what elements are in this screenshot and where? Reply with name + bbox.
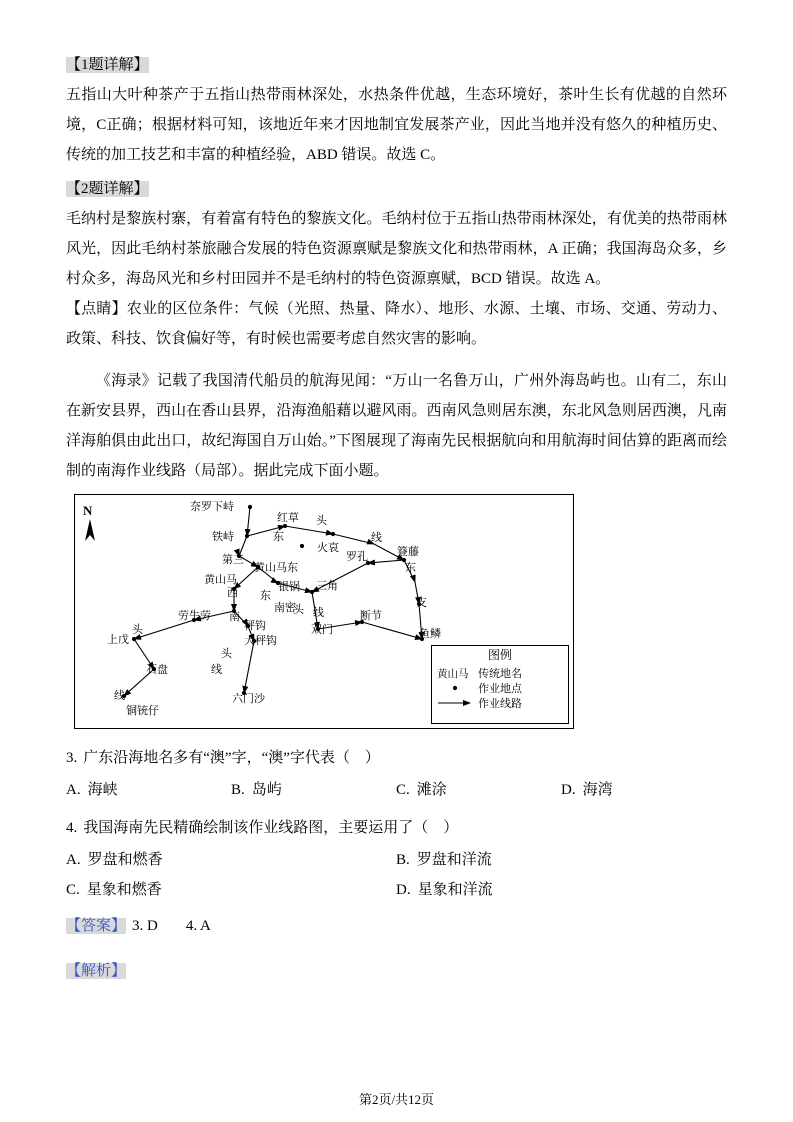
option-text: 海峡 — [87, 782, 118, 798]
page-footer: 第2页/共12页 — [358, 1092, 435, 1107]
option-key: B. — [396, 852, 410, 868]
place-label: 头 — [221, 648, 232, 660]
place-label: 线 — [371, 532, 382, 544]
option-text: 滩涂 — [416, 782, 447, 798]
legend-symbol-text: 黄山马 — [437, 669, 469, 680]
option-text: 罗盘和洋流 — [416, 852, 492, 868]
q4-option-d — [396, 875, 727, 905]
route-line — [362, 622, 422, 639]
work-site-dot — [132, 637, 136, 641]
place-label: 上戊 — [107, 634, 129, 646]
option-text: 罗盘和燃香 — [87, 852, 163, 868]
question-4-stem — [66, 813, 727, 843]
question-3-text: 广东沿海地名多有“澳”字，“澳”字代表（ ） — [83, 750, 380, 766]
q3-option-d — [561, 775, 727, 805]
place-label: 南 — [229, 611, 240, 623]
compass-needle-icon — [85, 519, 95, 541]
option-key: A. — [66, 782, 81, 798]
place-label: 头 — [316, 515, 327, 527]
place-label: 秤钩 — [244, 620, 266, 632]
answer-row — [66, 911, 727, 941]
route-line — [368, 560, 404, 563]
question-3-options — [66, 775, 727, 805]
place-label: 头 — [132, 624, 143, 636]
place-label: 黄山马东 — [254, 562, 298, 574]
place-label: 铜铳仔 — [126, 705, 159, 717]
work-site-dot — [248, 505, 252, 509]
place-label: 双门 — [311, 624, 333, 636]
place-label: 支 — [416, 597, 427, 609]
place-label: 头 — [293, 604, 304, 616]
question-4-text: 我国海南先民精确绘制该作业线路图，主要运用了（ ） — [83, 820, 459, 836]
place-label: 线 — [313, 607, 324, 619]
place-label: 线 — [114, 690, 125, 702]
route-map-svg — [74, 494, 574, 729]
place-label: 鱼鳞 — [419, 628, 441, 640]
work-site-dot — [283, 524, 287, 528]
place-label: 三角 — [316, 580, 338, 592]
place-label: 红草 — [277, 512, 299, 524]
option-key: D. — [561, 782, 576, 798]
q2-explanation-text: 毛纳村是黎族村寨，有着富有特色的黎族文化。毛纳村位于五指山热带雨林深处，有优美的热带雨林风光，因此毛纳村茶旅融合发展的特色资源禀赋是黎族文化和热带雨林，A 正确；我国海岛众多，乡村众多，海岛风光和乡村田园并不是毛纳村的特色资源禀赋，BCD 错误。故选 A。 — [66, 211, 727, 287]
tip-text: 农业的区位条件：气候（光照、热量、降水）、地形、水源、土壤、市场、交通、劳动力、政策、科技、饮食偏好等，有时候也需要考虑自然灾害的影响。 — [66, 301, 727, 347]
route-line — [285, 526, 404, 560]
question-3-stem — [66, 743, 727, 773]
place-label: 西 — [227, 587, 238, 599]
place-label: 银锅 — [278, 581, 300, 593]
option-key: B. — [231, 782, 245, 798]
work-site-dot — [300, 544, 304, 548]
place-label: 铁峙 — [212, 531, 234, 543]
option-text: 岛屿 — [251, 782, 282, 798]
work-site-dot — [310, 590, 314, 594]
q2-explanation-header — [66, 174, 727, 204]
legend-label: 作业地点 — [478, 683, 522, 695]
option-key: D. — [396, 882, 411, 898]
q4-option-c — [66, 875, 396, 905]
q1-explanation-header — [66, 50, 727, 80]
place-label: 大秤钩 — [244, 635, 277, 647]
option-text: 星象和燃香 — [86, 882, 162, 898]
place-label: 东 — [260, 590, 271, 602]
route-line — [244, 641, 254, 693]
work-site-dot — [331, 532, 335, 536]
q3-option-c — [396, 775, 561, 805]
place-label: 六门沙 — [232, 693, 265, 705]
tip-paragraph — [66, 294, 727, 354]
legend-title: 图例 — [487, 648, 513, 662]
option-key: C. — [396, 782, 410, 798]
question-4-options — [66, 845, 727, 905]
answer-q3: 3. D — [132, 918, 158, 934]
place-label: 线 — [211, 664, 222, 676]
tip-label: 【点睛】 — [66, 301, 127, 317]
option-text: 海湾 — [582, 782, 613, 798]
q3-option-a — [66, 775, 231, 805]
place-label: 罗孔 — [346, 551, 368, 563]
place-label: 劳牛劳 — [178, 610, 211, 622]
work-site-dot — [245, 534, 249, 538]
place-label: 断节 — [360, 610, 382, 622]
answer-q4: 4. A — [185, 918, 211, 934]
place-label: 东 — [405, 562, 416, 574]
question-3-number: 3. — [66, 750, 78, 766]
q4-option-a — [66, 845, 396, 875]
place-label: 火哀 — [317, 542, 339, 554]
q4-option-b — [396, 845, 727, 875]
reading-passage: 《海录》记载了我国清代船员的航海见闻：“万山一名鲁万山，广州外海岛屿也。山有二，东山在新安县界，西山在香山县界，沿海渔船藉以避风雨。西南风急则居东澳，东北风急则居西澳，凡南洋海舶俱由此出口，故纪海国自万山始。”下图展现了海南先民根据航向和用航海时间估算的距离而绘制的南海作业线路（局部）。据此完成下面小题。 — [66, 373, 727, 479]
q1-explanation-text: 五指山大叶种茶产于五指山热带雨林深处，水热条件优越，生态环境好，茶叶生长有优越的自然环境，C正确；根据材料可知，该地近年来才因地制宜发展茶产业，因此当地并没有悠久的种植历史、传统的加工技艺和丰富的种植经验，ABD 错误。故选 C。 — [66, 87, 727, 163]
place-label: 第三 — [222, 554, 244, 566]
q2-explanation-label: 【2题详解】 — [66, 181, 149, 197]
analysis-row — [66, 956, 727, 986]
place-label: 东 — [273, 531, 284, 543]
route-line — [247, 507, 250, 536]
option-key: A. — [66, 852, 81, 868]
option-text: 星象和洋流 — [417, 882, 493, 898]
answer-label: 【答案】 — [66, 918, 127, 934]
legend-dot-icon — [453, 686, 457, 690]
analysis-label: 【解析】 — [66, 963, 127, 979]
question-4-number: 4. — [66, 820, 78, 836]
place-label: 黄山马 — [204, 574, 237, 586]
option-key: C. — [66, 882, 80, 898]
place-label: 簦藤 — [397, 546, 419, 558]
q3-option-b — [231, 775, 396, 805]
legend-label: 作业线路 — [478, 698, 522, 710]
compass-north-label: N — [83, 503, 93, 518]
place-label: 奈罗下峙 — [190, 501, 234, 513]
legend-label: 传统地名 — [478, 668, 522, 680]
route-line — [134, 620, 194, 639]
south-china-sea-route-map — [74, 494, 574, 729]
q1-explanation-label: 【1题详解】 — [66, 57, 149, 73]
place-label: 石盘 — [146, 664, 168, 676]
place-label: 南密 — [274, 602, 296, 614]
